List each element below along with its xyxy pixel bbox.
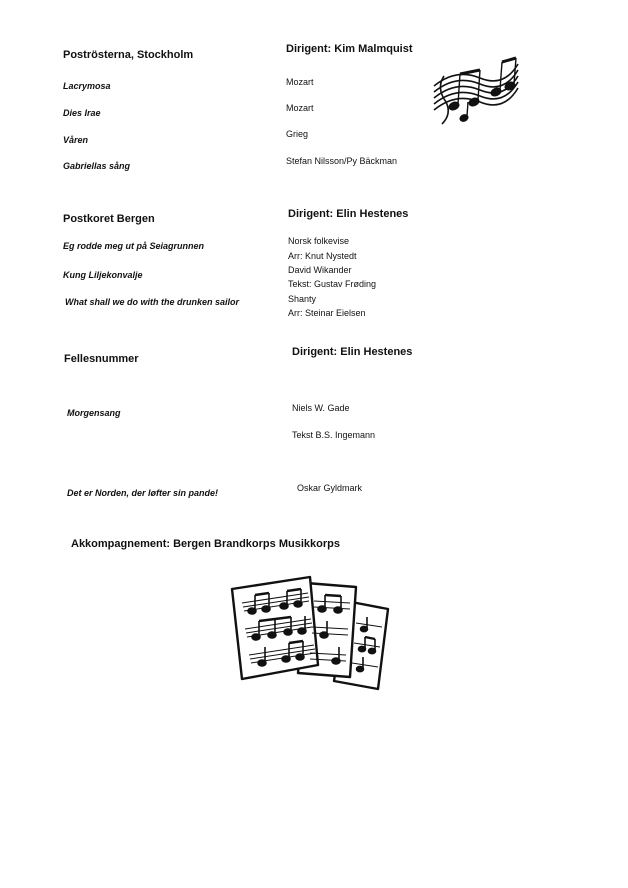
song-gabriellas-sang: Gabriellas sång <box>63 161 131 171</box>
conductor-1: Dirigent: Kim Malmquist <box>286 43 413 55</box>
sheet-music-icon <box>228 573 398 693</box>
choir-name-1: Poströsterna, Stockholm <box>63 49 194 61</box>
conductor-3: Dirigent: Elin Hestenes <box>292 346 413 358</box>
composer-david-wikander: David Wikander <box>288 265 352 275</box>
arranger-steinar-eielsen: Arr: Steinar Eielsen <box>288 308 366 318</box>
song-morgensang: Morgensang <box>67 408 121 418</box>
song-det-er-norden: Det er Norden, der løfter sin pande! <box>67 488 219 498</box>
song-drunken-sailor: What shall we do with the drunken sailor <box>65 297 240 307</box>
arranger-knut-nystedt: Arr: Knut Nystedt <box>288 251 357 261</box>
choir-name-3: Fellesnummer <box>64 353 139 365</box>
song-kung-liljekonvalje: Kung Liljekonvalje <box>63 270 143 280</box>
composer-niels-gade: Niels W. Gade <box>292 403 350 413</box>
composer-grieg: Grieg <box>286 129 309 139</box>
composer-nilsson-backman: Stefan Nilsson/Py Bäckman <box>286 156 398 166</box>
accompaniment: Akkompagnement: Bergen Brandkorps Musikkorps <box>71 538 340 550</box>
song-varen: Våren <box>63 135 89 145</box>
composer-mozart-2: Mozart <box>286 103 314 113</box>
song-dies-irae: Dies Irae <box>63 108 101 118</box>
composer-shanty: Shanty <box>288 294 317 304</box>
lyricist-ingemann: Tekst B.S. Ingemann <box>292 430 376 440</box>
song-eg-rodde: Eg rodde meg ut på Seiagrunnen <box>63 241 205 251</box>
music-notes-icon <box>430 58 522 128</box>
composer-oskar-gyldmark: Oskar Gyldmark <box>297 483 363 493</box>
conductor-2: Dirigent: Elin Hestenes <box>288 208 409 220</box>
lyricist-gustav-froding: Tekst: Gustav Frøding <box>288 279 377 289</box>
choir-name-2: Postkoret Bergen <box>63 213 155 225</box>
song-lacrymosa: Lacrymosa <box>63 81 111 91</box>
composer-norsk-folkevise: Norsk folkevise <box>288 236 350 246</box>
composer-mozart-1: Mozart <box>286 77 314 87</box>
